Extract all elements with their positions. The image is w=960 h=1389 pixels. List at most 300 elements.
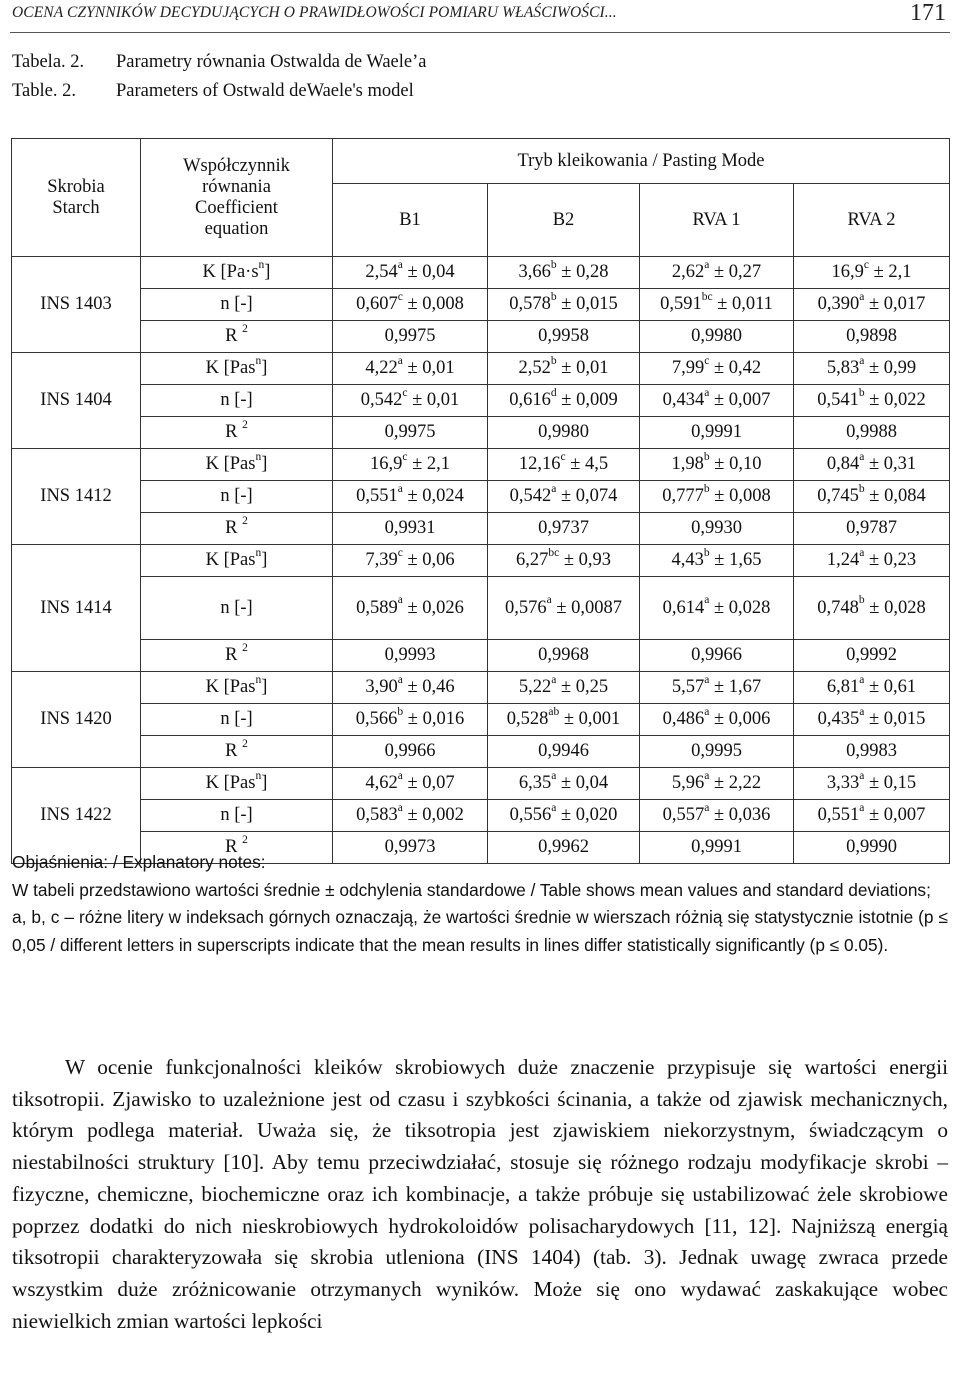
value-cell [488,257,640,289]
significance-letter: b [550,258,557,271]
std-deviation: ± 0,011 [712,294,773,314]
mean-value: 6,35 [518,773,552,793]
value-cell [333,385,488,417]
std-deviation: ± 4,5 [565,454,609,474]
value-cell [333,513,488,545]
std-deviation: ± 0,020 [556,805,618,825]
value-cell [794,257,950,289]
significance-letter: a [704,705,710,718]
value-cell [640,704,794,736]
std-deviation: ± 0,15 [864,773,917,793]
notes-line-2: a, b, c – różne litery w indeksach górnych oznaczają, że wartości średnie w wierszach różnią się statystycznie istotnie (p ≤ 0,05 / different letters in superscripts indicate that the mean results in lines differ statistically significantly (p ≤ 0.05). [12,907,948,955]
coefficient-cell [141,321,333,353]
std-deviation: ± 0,028 [709,597,771,618]
coefficient-label: R [225,741,243,761]
std-deviation: ± 0,022 [864,390,926,410]
coefficient-cell [141,768,333,800]
mean-value: 6,81 [826,677,860,697]
value-cell [488,289,640,321]
value-cell [794,640,950,672]
mean-value: 0,9787 [846,518,897,538]
mean-value: 3,66 [518,262,551,282]
std-deviation: ± 0,017 [864,294,926,314]
significance-letter: c [863,258,869,271]
mean-value: 16,9 [831,262,864,282]
value-cell [640,417,794,449]
mean-value: 0,551 [817,805,860,825]
significance-letter: a [704,769,710,782]
value-cell [640,736,794,768]
mean-value: 0,9946 [538,741,589,761]
mean-value: 0,9966 [384,741,436,761]
mean-value: 0,486 [662,709,705,729]
std-deviation: ± 0,61 [864,677,917,697]
significance-letter: a [397,482,403,495]
mode-header-rva1: RVA 1 [640,184,794,257]
coefficient-cell [141,385,333,417]
value-cell [333,577,488,640]
explanatory-notes [12,849,948,959]
mean-value: 0,607 [356,294,398,314]
significance-letter: a [551,769,557,782]
mean-value: 0,777 [662,486,704,506]
mean-value: 0,9991 [691,837,742,857]
table-row [12,768,950,800]
std-deviation: ± 0,27 [709,262,762,282]
table-caption-pl [12,52,426,73]
parameters-table [11,138,950,864]
starch-name-cell: INS 1403 [12,257,141,353]
coefficient-label: K [Pa·s [202,262,259,282]
std-deviation: ± 2,1 [407,454,450,474]
coefficient-cell [141,481,333,513]
std-deviation: ± 0,007 [864,805,926,825]
coefficient-label: R [225,422,243,442]
coefficient-cell [141,704,333,736]
table-row [12,257,950,289]
std-deviation: ± 0,015 [864,709,926,729]
coefficient-label: R [225,645,243,665]
mean-value: 5,57 [671,677,705,697]
value-cell [488,513,640,545]
coefficient-cell [141,353,333,385]
mean-value: 0,542 [509,486,552,506]
mean-value: 2,54 [365,262,398,282]
starch-name-cell: INS 1422 [12,768,141,864]
starch-header-pl: Skrobia [47,176,105,197]
table-row [12,417,950,449]
coefficient-label: n [-] [220,597,253,618]
significance-letter: d [550,386,557,399]
value-cell [794,768,950,800]
coef-header-line-3: Coefficient [195,197,278,218]
significance-letter: c [397,546,403,559]
coef-header-line-1: Współczynnik [183,155,290,176]
pasting-mode-header: Tryb kleikowania / Pasting Mode [333,139,950,184]
table-row [12,353,950,385]
mean-value: 5,22 [518,677,552,697]
mean-value: 0,748 [817,597,859,618]
notes-heading: Objaśnienia: / Explanatory notes: [12,852,266,872]
table-header-row [12,139,950,184]
value-cell [640,640,794,672]
mean-value: 0,9898 [846,326,897,346]
mean-value: 0,9737 [538,518,589,538]
std-deviation: ± 0,06 [402,550,455,570]
value-cell [640,449,794,481]
significance-letter: b [858,482,865,495]
std-deviation: ± 0,04 [402,262,455,282]
coefficient-label-end: ] [261,454,268,474]
value-cell [794,513,950,545]
starch-name-cell: INS 1414 [12,545,141,672]
mode-header-b1: B1 [333,184,488,257]
value-cell [333,736,488,768]
std-deviation: ± 0,009 [556,390,618,410]
mean-value: 3,33 [826,773,860,793]
std-deviation: ± 0,001 [559,709,621,729]
table-row [12,385,950,417]
coefficient-label-end: ] [261,550,268,570]
mean-value: 1,98 [671,454,704,474]
coefficient-label-end: ] [261,773,268,793]
mean-value: 0,9990 [846,837,897,857]
mean-value: 0,9975 [384,326,436,346]
std-deviation: ± 0,01 [407,390,460,410]
mean-value: 0,434 [662,390,705,410]
value-cell [794,321,950,353]
coefficient-superscript: 2 [242,833,248,846]
mean-value: 0,9973 [384,837,436,857]
mean-value: 0,551 [356,486,398,506]
significance-letter: a [546,594,552,607]
value-cell [333,321,488,353]
std-deviation: ± 0,015 [556,294,618,314]
value-cell [488,577,640,640]
value-cell [794,449,950,481]
value-cell [640,672,794,704]
table-caption-en [12,81,414,102]
table-row [12,449,950,481]
significance-letter: bc [701,290,713,303]
mean-value: 0,9991 [691,422,742,442]
table-row [12,672,950,704]
significance-letter: a [859,290,865,303]
std-deviation: ± 0,036 [709,805,771,825]
coefficient-cell [141,449,333,481]
significance-letter: bc [548,546,560,559]
significance-letter: ab [548,705,560,718]
value-cell [488,321,640,353]
std-deviation: ± 0,026 [402,597,464,618]
mean-value: 2,52 [518,358,551,378]
significance-letter: a [859,705,865,718]
value-cell [333,353,488,385]
mean-value: 4,43 [671,550,704,570]
value-cell [794,704,950,736]
mean-value: 0,541 [817,390,859,410]
std-deviation: ± 0,024 [402,486,464,506]
mean-value: 0,9995 [691,741,742,761]
mean-value: 0,614 [662,597,705,618]
coefficient-superscript: n [255,450,262,463]
mean-value: 0,9980 [691,326,742,346]
significance-letter: c [704,354,710,367]
mean-value: 4,22 [365,358,398,378]
significance-letter: c [397,290,403,303]
mean-value: 2,62 [671,262,705,282]
value-cell [488,353,640,385]
value-cell [640,481,794,513]
coefficient-cell [141,640,333,672]
starch-column-header [12,139,141,257]
significance-letter: b [703,482,710,495]
value-cell [640,321,794,353]
coefficient-superscript: 2 [242,641,248,654]
value-cell [488,704,640,736]
mode-header-rva2: RVA 2 [794,184,950,257]
mean-value: 0,566 [355,709,398,729]
mean-value: 0,542 [360,390,403,410]
coefficient-superscript: 2 [242,418,248,431]
mean-value: 0,9958 [538,326,589,346]
coefficient-label: K [Pas [205,677,256,697]
value-cell [640,800,794,832]
value-cell [640,768,794,800]
std-deviation: ± 0,23 [864,550,917,570]
mode-header-b2: B2 [488,184,640,257]
coefficient-superscript: n [255,673,262,686]
value-cell [640,513,794,545]
std-deviation: ± 0,008 [402,294,464,314]
significance-letter: a [704,801,710,814]
coefficient-label-end: ] [264,262,271,282]
significance-letter: a [859,801,865,814]
std-deviation: ± 0,42 [709,358,762,378]
std-deviation: ± 0,008 [709,486,771,506]
significance-letter: b [397,705,404,718]
significance-letter: a [551,801,557,814]
table-row [12,513,950,545]
std-deviation: ± 0,002 [402,805,464,825]
std-deviation: ± 1,67 [709,677,762,697]
std-deviation: ± 0,006 [709,709,771,729]
table-row [12,289,950,321]
value-cell [333,800,488,832]
coefficient-cell [141,257,333,289]
std-deviation: ± 1,65 [709,550,762,570]
mean-value: 0,9993 [384,645,436,665]
coefficient-column-header [141,139,333,257]
mean-value: 0,9962 [538,837,589,857]
std-deviation: ± 0,28 [556,262,609,282]
coefficient-cell [141,545,333,577]
significance-letter: a [551,482,557,495]
coefficient-cell [141,289,333,321]
value-cell [794,577,950,640]
mean-value: 0,9968 [538,645,589,665]
mean-value: 0,9988 [846,422,897,442]
mean-value: 0,9983 [846,741,897,761]
std-deviation: ± 0,028 [864,597,926,618]
value-cell [488,449,640,481]
mean-value: 0,9930 [691,518,742,538]
value-cell [488,545,640,577]
value-cell [333,545,488,577]
std-deviation: ± 0,93 [559,550,611,570]
caption-title-en: Parameters of Ostwald deWaele's model [116,81,414,101]
value-cell [640,545,794,577]
value-cell [794,385,950,417]
mean-value: 0,557 [662,805,705,825]
coefficient-label: K [Pas [205,358,256,378]
value-cell [794,800,950,832]
significance-letter: a [859,769,865,782]
coefficient-superscript: n [258,258,265,271]
value-cell [794,736,950,768]
caption-label-pl: Tabela. 2. [12,52,85,72]
mean-value: 5,83 [826,358,860,378]
coefficient-label: R [225,518,243,538]
mean-value: 0,583 [356,805,398,825]
value-cell [333,704,488,736]
mean-value: 0,616 [509,390,551,410]
coefficient-cell [141,800,333,832]
significance-letter: a [397,769,403,782]
mean-value: 7,99 [671,358,705,378]
significance-letter: b [858,386,865,399]
mean-value: 0,390 [817,294,860,314]
coefficient-superscript: n [255,769,262,782]
body-paragraph: W ocenie funkcjonalności kleików skrobiowych duże znaczenie przypisuje się wartości energii tiksotropii. Zjawisko to uzależnione jest od czasu i szybkości ścinania, a także od zjawisk mechanicznych, którym podlega materiał. Uważa się, że tiksotropia jest zjawiskiem niekorzystnym, świadczącym o niestabilności struktury [10]. Aby temu przeciwdziałać, stosuje się różnego rodzaju modyfikacje skrobi – fizyczne, chemiczne, biochemiczne oraz ich kombinacje, a także próbuje się ustabilizować żele skrobiowe poprzez dodatki do nich nieskrobiowych hydrokoloidów polisacharydowych [11, 12]. Najniższą energią tiksotropii charakteryzowała się skrobia utleniona (INS 1404) (tab. 3). Jednak uwagę zwraca przede wszystkim duże zróżnicowanie otrzymanych wyników. Może się ono wydawać zaskakujące wobec niewielkich zmian wartości lepkości [12,1055,948,1333]
coefficient-label: n [-] [220,486,253,506]
mean-value: 0,578 [509,294,551,314]
mean-value: 0,9931 [384,518,436,538]
significance-letter: a [704,258,710,271]
coefficient-label: n [-] [220,390,253,410]
coefficient-superscript: n [255,546,262,559]
significance-letter: a [859,673,865,686]
value-cell [640,289,794,321]
std-deviation: ± 2,1 [868,262,912,282]
value-cell [794,289,950,321]
value-cell [488,481,640,513]
significance-letter: a [397,673,403,686]
starch-name-cell: INS 1420 [12,672,141,768]
mean-value: 0,591 [660,294,702,314]
coef-header-line-4: equation [204,218,269,239]
coefficient-cell [141,513,333,545]
mean-value: 0,9992 [846,645,897,665]
significance-letter: a [397,354,403,367]
starch-name-cell: INS 1412 [12,449,141,545]
value-cell [488,385,640,417]
coefficient-label: K [Pas [205,773,256,793]
value-cell [640,353,794,385]
table-row [12,577,950,640]
value-cell [333,672,488,704]
mean-value: 3,90 [365,677,398,697]
value-cell [333,768,488,800]
mean-value: 12,16 [518,454,561,474]
value-cell [488,672,640,704]
coefficient-label: n [-] [220,709,253,729]
coefficient-label-end: ] [261,358,268,378]
mean-value: 4,62 [365,773,398,793]
mean-value: 0,576 [504,597,547,618]
significance-letter: a [859,546,865,559]
value-cell [794,481,950,513]
coefficient-label: n [-] [220,294,253,314]
body-text [12,1052,948,1337]
mean-value: 1,24 [826,550,860,570]
significance-letter: c [402,386,408,399]
significance-letter: a [704,594,710,607]
mean-value: 0,435 [817,709,860,729]
coefficient-label-end: ] [261,677,268,697]
significance-letter: a [704,386,710,399]
significance-letter: c [402,450,408,463]
coef-header-line-2: równania [202,176,271,197]
std-deviation: ± 0,99 [864,358,917,378]
std-deviation: ± 0,01 [402,358,455,378]
table-row [12,321,950,353]
value-cell [488,417,640,449]
table-row [12,704,950,736]
coefficient-cell [141,417,333,449]
mean-value: 0,589 [356,597,398,618]
std-deviation: ± 0,0087 [551,597,622,618]
value-cell [640,385,794,417]
value-cell [794,417,950,449]
significance-letter: a [397,594,403,607]
mean-value: 0,84 [826,454,860,474]
page-number: 171 [910,0,946,26]
std-deviation: ± 0,10 [709,454,762,474]
significance-letter: b [703,546,710,559]
coefficient-superscript: 2 [242,322,248,335]
coefficient-label: K [Pas [205,454,256,474]
coefficient-superscript: 2 [242,737,248,750]
mean-value: 0,9975 [384,422,436,442]
value-cell [488,736,640,768]
starch-header-en: Starch [52,197,100,218]
value-cell [640,577,794,640]
table-row [12,545,950,577]
coefficient-superscript: n [255,354,262,367]
std-deviation: ± 0,01 [556,358,609,378]
mean-value: 7,39 [365,550,398,570]
value-cell [333,289,488,321]
starch-name-cell: INS 1404 [12,353,141,449]
std-deviation: ± 0,016 [403,709,465,729]
header-divider [10,32,950,33]
significance-letter: a [397,801,403,814]
value-cell [333,640,488,672]
value-cell [333,257,488,289]
coefficient-cell [141,736,333,768]
std-deviation: ± 2,22 [709,773,762,793]
std-deviation: ± 0,07 [402,773,455,793]
mean-value: 6,27 [515,550,549,570]
table-row [12,481,950,513]
notes-line-1: W tabeli przedstawiono wartości średnie ± odchylenia standardowe / Table shows mean values and standard deviations; [12,879,931,900]
value-cell [794,545,950,577]
significance-letter: b [550,290,557,303]
std-deviation: ± 0,084 [864,486,926,506]
value-cell [794,353,950,385]
std-deviation: ± 0,25 [556,677,609,697]
